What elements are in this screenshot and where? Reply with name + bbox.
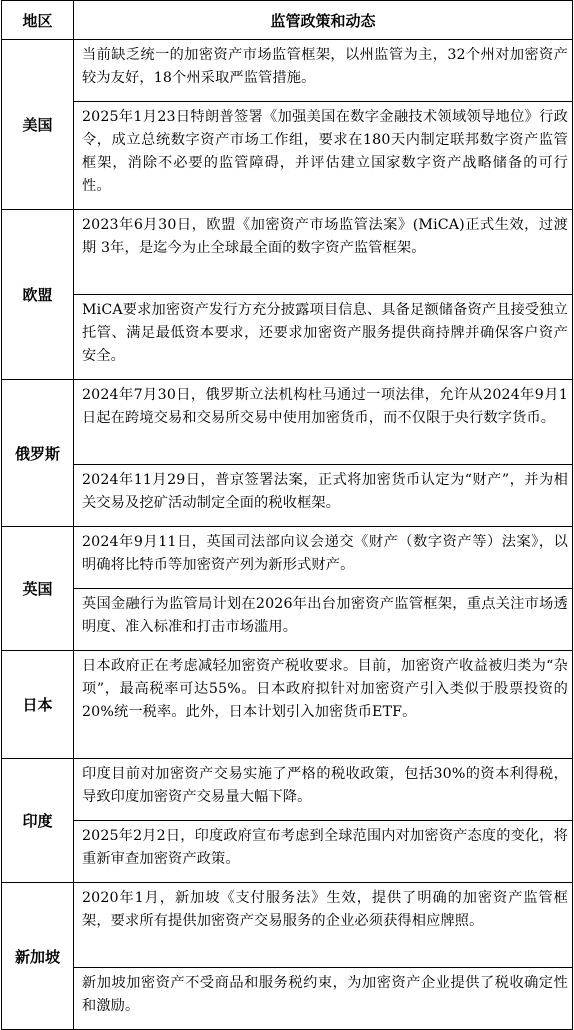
region-cell: 新加坡	[2, 883, 74, 1030]
policy-cell: 2025年1月23日特朗普签署《加强美国在数字金融技术领域领导地位》行政令，成立总统数字资产市场工作组，要求在180天内制定联邦数字资产监管框架，消除不必要的监管障碍，并评估建立国家数字资产战略储备的可行性。	[74, 102, 573, 210]
policy-cell: 2025年2月2日，印度政府宣布考虑到全球范围内对加密资产态度的变化，将重新审查加密资产政策。	[74, 821, 573, 883]
table-row	[2, 589, 573, 651]
table-row	[2, 102, 573, 210]
table-row	[2, 759, 573, 821]
region-cell: 印度	[2, 759, 74, 883]
policy-cell: 2023年6月30日，欧盟《加密资产市场监管法案》(MiCA)正式生效，过渡期 3年，是迄今为止全球最全面的数字资产监管框架。	[74, 210, 573, 295]
policy-cell: 2024年11月29日，普京签署法案，正式将加密货币认定为“财产”，并为相关交易及挖矿活动制定全面的税收框架。	[74, 465, 573, 527]
table-row	[2, 295, 573, 380]
regulation-table	[1, 0, 573, 1030]
table-row	[2, 465, 573, 527]
table-row	[2, 651, 573, 759]
policy-cell: 2024年9月11日，英国司法部向议会递交《财产（数字资产等）法案》，以明确将比特币等加密资产列为新形式财产。	[74, 527, 573, 589]
region-cell: 俄罗斯	[2, 380, 74, 527]
region-cell: 英国	[2, 527, 74, 651]
table-row	[2, 210, 573, 295]
table-row	[2, 821, 573, 883]
header-row	[2, 1, 573, 40]
header-region: 地区	[2, 1, 74, 40]
table-row	[2, 883, 573, 968]
region-cell: 美国	[2, 40, 74, 210]
region-cell: 欧盟	[2, 210, 74, 380]
policy-cell: 印度目前对加密资产交易实施了严格的税收政策，包括30%的资本利得税，导致印度加密资产交易量大幅下降。	[74, 759, 573, 821]
table-row	[2, 968, 573, 1030]
policy-cell: 新加坡加密资产不受商品和服务税约束，为加密资产企业提供了税收确定性和激励。	[74, 968, 573, 1030]
policy-cell: 2024年7月30日，俄罗斯立法机构杜马通过一项法律，允许从2024年9月1日起在跨境交易和交易所交易中使用加密货币，而不仅限于央行数字货币。	[74, 380, 573, 465]
policy-cell: MiCA要求加密资产发行方充分披露项目信息、具备足额储备资产且接受独立托管、满足最低资本要求，还要求加密资产服务提供商持牌并确保客户资产安全。	[74, 295, 573, 380]
policy-cell: 当前缺乏统一的加密资产市场监管框架，以州监管为主，32个州对加密资产较为友好，18个州采取严监管措施。	[74, 40, 573, 102]
table-row	[2, 40, 573, 102]
header-policy: 监管政策和动态	[74, 1, 573, 40]
policy-cell: 英国金融行为监管局计划在2026年出台加密资产监管框架，重点关注市场透明度、准入标准和打击市场滥用。	[74, 589, 573, 651]
policy-cell: 2020年1月，新加坡《支付服务法》生效，提供了明确的加密资产监管框架，要求所有提供加密资产交易服务的企业必须获得相应牌照。	[74, 883, 573, 968]
table-row	[2, 527, 573, 589]
region-cell: 日本	[2, 651, 74, 759]
table-row	[2, 380, 573, 465]
policy-cell: 日本政府正在考虑减轻加密资产税收要求。目前，加密资产收益被归类为“杂项”，最高税率可达55%。日本政府拟针对加密资产引入类似于股票投资的20%统一税率。此外，日本计划引入加密货币ETF。	[74, 651, 573, 759]
